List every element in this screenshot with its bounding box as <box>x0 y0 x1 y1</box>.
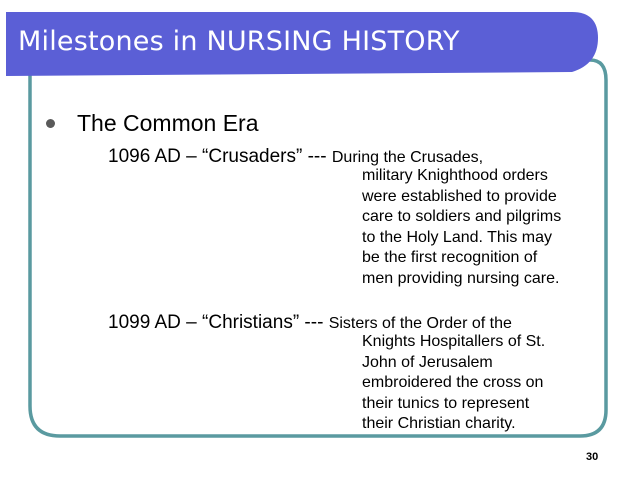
bullet-item <box>46 110 259 137</box>
description-line: to the Holy Land. This may <box>362 228 553 246</box>
description-line: John of Jerusalem <box>362 353 493 371</box>
slide-title: Milestones in NURSING HISTORY <box>18 26 460 57</box>
entry-description-first-line: Sisters of the Order of the <box>328 315 512 332</box>
description-line: military Knighthood orders <box>362 167 548 184</box>
bullet-text: The Common Era <box>77 110 259 136</box>
entry-heading: 1099 AD – “Christians” --- <box>108 312 324 333</box>
entry-heading-line <box>108 312 512 334</box>
entry-heading-line <box>108 146 483 168</box>
entry-description-first-line: During the Crusades, <box>331 149 484 166</box>
milestone-entry-1099 <box>108 312 546 432</box>
milestone-entry-1096 <box>108 146 562 287</box>
description-line: their tunics to represent <box>362 394 530 412</box>
entry-description <box>362 166 561 289</box>
description-line: care to soldiers and pilgrims <box>362 208 562 225</box>
entry-heading: 1096 AD – “Crusaders” --- <box>108 146 327 167</box>
description-line: their Christian charity. <box>362 415 516 432</box>
description-line: were established to provide <box>362 187 557 205</box>
entry-description <box>362 332 545 435</box>
bullet-dot-icon <box>46 119 55 128</box>
page-number: 30 <box>586 451 599 463</box>
description-line: men providing nursing care. <box>362 269 560 287</box>
description-line: Knights Hospitallers of St. <box>362 333 546 350</box>
description-line: be the first recognition of <box>362 249 538 266</box>
description-line: embroidered the cross on <box>362 374 544 391</box>
